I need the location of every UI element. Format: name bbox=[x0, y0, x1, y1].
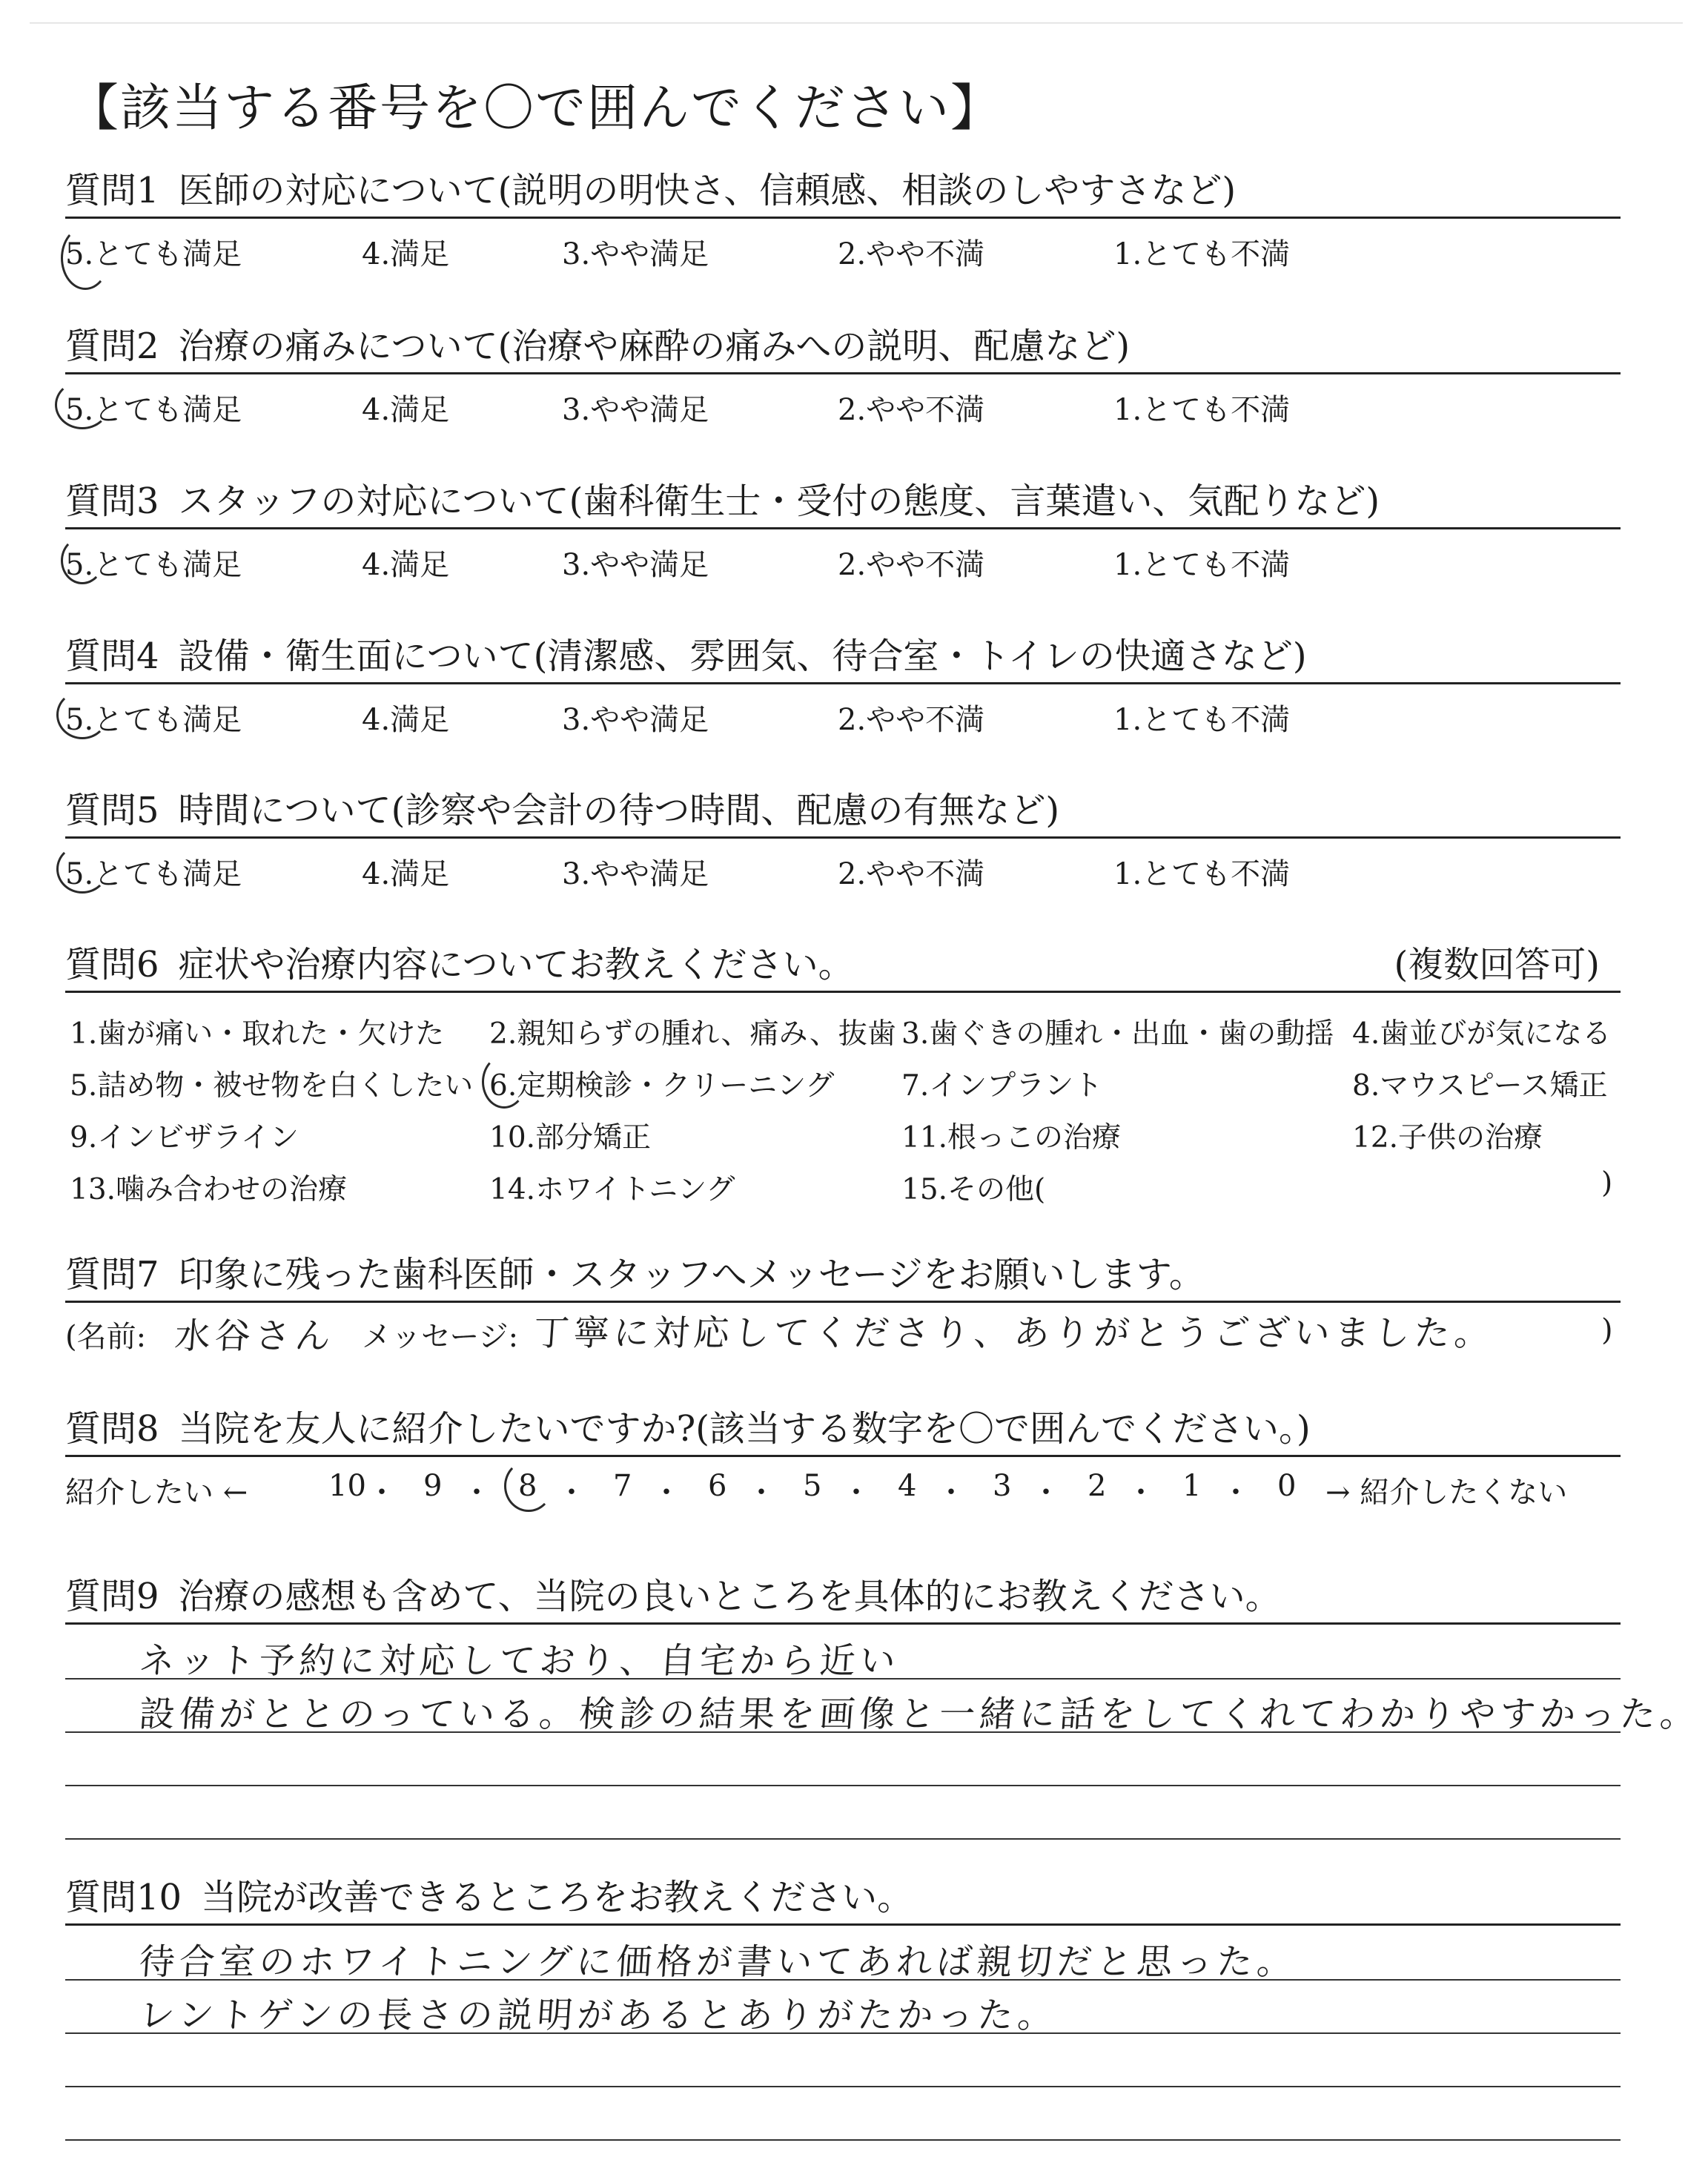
question-number: 質問2 bbox=[65, 326, 159, 367]
top-edge-rule bbox=[30, 22, 1683, 24]
question-number: 質問10 bbox=[65, 1877, 182, 1918]
answer-lines bbox=[65, 1926, 1621, 2148]
option-3[interactable]: 3.やや満足 bbox=[562, 703, 709, 737]
selected-circle-mark bbox=[56, 845, 108, 894]
answer-line bbox=[65, 1838, 1621, 1840]
scale-separator: ・ bbox=[652, 1476, 681, 1510]
scale-value-5[interactable]: 5 bbox=[803, 1469, 822, 1503]
option-2[interactable]: 2.やや不満 bbox=[838, 703, 985, 737]
handwritten-answer[interactable]: 設備がととのっている。検診の結果を画像と一緒に話をしてくれてわかりやすかった。 bbox=[137, 1694, 1702, 1735]
question-title: 時間について(診察や会計の待つ時間、配慮の有無など) bbox=[178, 790, 1060, 831]
question-10 bbox=[65, 1872, 1621, 2148]
option-4[interactable]: 4.満足 bbox=[362, 237, 450, 271]
scale-separator: ・ bbox=[1221, 1476, 1251, 1510]
scale-value-2[interactable]: 2 bbox=[1088, 1469, 1107, 1503]
question-number: 質問4 bbox=[65, 635, 159, 677]
selected-circle-mark bbox=[482, 1055, 526, 1109]
scale-left-label: 紹介したい ← bbox=[65, 1476, 248, 1510]
answer-line bbox=[65, 1785, 1621, 1786]
option-4[interactable]: 4.満足 bbox=[362, 703, 450, 737]
option-1[interactable]: 1.とても不満 bbox=[1113, 857, 1291, 891]
option-1[interactable]: 1.とても不満 bbox=[1113, 548, 1291, 582]
scale-value-1[interactable]: 1 bbox=[1182, 1469, 1202, 1503]
option-5[interactable]: 5.とても満足 bbox=[65, 857, 242, 891]
scale-separator: ・ bbox=[1031, 1476, 1061, 1510]
question-title: 治療の痛みについて(治療や麻酔の痛みへの説明、配慮など) bbox=[178, 326, 1131, 367]
option-3[interactable]: 3.やや満足 bbox=[562, 857, 709, 891]
treatment-option[interactable]: 4.歯並びが気になる bbox=[1352, 1017, 1612, 1051]
scale-value-3[interactable]: 3 bbox=[993, 1469, 1012, 1503]
scale-value-10[interactable]: 10 bbox=[328, 1469, 366, 1503]
option-2[interactable]: 2.やや不満 bbox=[838, 237, 985, 271]
handwritten-answer[interactable]: レントゲンの長さの説明があるとありがたかった。 bbox=[137, 1995, 1059, 2036]
scale-value-8[interactable]: 8 bbox=[518, 1469, 537, 1503]
scale-value-0[interactable]: 0 bbox=[1277, 1469, 1297, 1503]
selected-circle-mark bbox=[61, 226, 110, 290]
name-label: (名前: bbox=[65, 1320, 147, 1354]
option-1[interactable]: 1.とても不満 bbox=[1113, 237, 1291, 271]
question-4 bbox=[65, 630, 1621, 737]
question-title: 当院が改善できるところをお教えください。 bbox=[201, 1877, 913, 1918]
treatment-option[interactable]: 9.インビザライン bbox=[70, 1121, 299, 1155]
handwritten-answer[interactable]: 待合室のホワイトニングに価格が書いてあれば親切だと思った。 bbox=[137, 1941, 1299, 1983]
question-number: 質問9 bbox=[65, 1576, 159, 1617]
treatment-option[interactable]: 8.マウスピース矯正 bbox=[1352, 1069, 1608, 1103]
message-label: メッセージ: bbox=[362, 1320, 519, 1354]
scale-separator: ・ bbox=[841, 1476, 871, 1510]
scale-separator: ・ bbox=[367, 1476, 397, 1510]
selected-circle-mark bbox=[61, 537, 104, 584]
question-title: 当院を友人に紹介したいですか?(該当する数字を〇で囲んでください。) bbox=[178, 1408, 1311, 1450]
question-8 bbox=[65, 1403, 1621, 1509]
scale-right-label: → 紹介したくない bbox=[1325, 1476, 1568, 1510]
question-1 bbox=[65, 165, 1621, 271]
question-number: 質問5 bbox=[65, 790, 159, 831]
message-value[interactable]: 丁寧に対応してくださり、ありがとうございました。 bbox=[532, 1312, 1496, 1354]
multiple-answer-hint: (複数回答可) bbox=[1394, 944, 1600, 985]
treatment-option[interactable]: 14.ホワイトニング bbox=[489, 1173, 735, 1206]
option-5[interactable]: 5.とても満足 bbox=[65, 548, 242, 582]
treatment-option[interactable]: 7.インプラント bbox=[901, 1069, 1103, 1103]
selected-circle-mark bbox=[55, 380, 110, 429]
option-1[interactable]: 1.とても不満 bbox=[1113, 393, 1291, 427]
option-5[interactable]: 5.とても満足 bbox=[65, 237, 242, 271]
question-7 bbox=[65, 1249, 1621, 1357]
question-9 bbox=[65, 1571, 1702, 1862]
question-number: 質問6 bbox=[65, 944, 159, 985]
scale-separator: ・ bbox=[557, 1476, 586, 1510]
name-value[interactable]: 水谷さん bbox=[173, 1315, 337, 1357]
treatment-option[interactable]: 2.親知らずの腫れ、痛み、抜歯 bbox=[489, 1017, 896, 1051]
question-number: 質問7 bbox=[65, 1254, 159, 1295]
scale-value-4[interactable]: 4 bbox=[898, 1469, 917, 1503]
question-title: 治療の感想も含めて、当院の良いところを具体的にお教えください。 bbox=[178, 1576, 1281, 1617]
scale-value-7[interactable]: 7 bbox=[613, 1469, 632, 1503]
answer-line bbox=[65, 2139, 1621, 2141]
question-title: 設備・衛生面について(清潔感、雰囲気、待合室・トイレの快適さなど) bbox=[178, 635, 1307, 677]
treatment-option[interactable]: 5.詰め物・被せ物を白くしたい bbox=[70, 1069, 474, 1103]
treatment-option[interactable]: 12.子供の治療 bbox=[1352, 1121, 1543, 1155]
question-6 bbox=[65, 939, 1621, 1215]
scale-separator: ・ bbox=[462, 1476, 491, 1510]
question-number: 質問8 bbox=[65, 1408, 159, 1450]
question-number: 質問1 bbox=[65, 170, 159, 211]
treatment-option[interactable]: 15.その他( bbox=[901, 1173, 1046, 1206]
scale-separator: ・ bbox=[1126, 1476, 1156, 1510]
question-title: 医師の対応について(説明の明快さ、信頼感、相談のしやすさなど) bbox=[178, 170, 1237, 211]
question-5 bbox=[65, 785, 1621, 891]
question-number: 質問3 bbox=[65, 480, 159, 522]
question-title: 印象に残った歯科医師・スタッフへメッセージをお願いします。 bbox=[178, 1254, 1205, 1295]
question-3 bbox=[65, 475, 1621, 582]
option-2[interactable]: 2.やや不満 bbox=[838, 548, 985, 582]
scale-separator: ・ bbox=[936, 1476, 966, 1510]
option-5[interactable]: 5.とても満足 bbox=[65, 393, 242, 427]
option-3[interactable]: 3.やや満足 bbox=[562, 548, 709, 582]
scale-value-6[interactable]: 6 bbox=[708, 1469, 727, 1503]
option-2[interactable]: 2.やや不満 bbox=[838, 393, 985, 427]
scale-value-9[interactable]: 9 bbox=[423, 1469, 443, 1503]
selected-circle-mark bbox=[56, 690, 108, 739]
answer-line bbox=[65, 2086, 1621, 2087]
treatment-option[interactable]: 13.噛み合わせの治療 bbox=[70, 1173, 348, 1206]
answer-lines bbox=[65, 1625, 1702, 1862]
option-4[interactable]: 4.満足 bbox=[362, 393, 450, 427]
option-5[interactable]: 5.とても満足 bbox=[65, 703, 242, 737]
option-2[interactable]: 2.やや不満 bbox=[838, 857, 985, 891]
other-close-paren: ) bbox=[1601, 1166, 1613, 1200]
question-2 bbox=[65, 320, 1621, 427]
scale-separator: ・ bbox=[747, 1476, 776, 1510]
treatment-option[interactable]: 1.歯が痛い・取れた・欠けた bbox=[70, 1017, 445, 1051]
option-3[interactable]: 3.やや満足 bbox=[562, 237, 709, 271]
handwritten-answer[interactable]: ネット予約に対応しており、自宅から近い bbox=[137, 1640, 901, 1682]
option-4[interactable]: 4.満足 bbox=[362, 857, 450, 891]
message-close-paren: ) bbox=[1601, 1313, 1613, 1347]
treatment-option[interactable]: 10.部分矯正 bbox=[489, 1121, 652, 1155]
option-1[interactable]: 1.とても不満 bbox=[1113, 703, 1291, 737]
question-title: 症状や治療内容についてお教えください。 bbox=[178, 944, 854, 985]
treatment-option[interactable]: 11.根っこの治療 bbox=[901, 1121, 1122, 1155]
page-header: 【該当する番号を〇で囲んでください】 bbox=[68, 79, 1003, 138]
option-4[interactable]: 4.満足 bbox=[362, 548, 450, 582]
option-3[interactable]: 3.やや満足 bbox=[562, 393, 709, 427]
treatment-option[interactable]: 3.歯ぐきの腫れ・出血・歯の動揺 bbox=[901, 1017, 1334, 1051]
treatment-option[interactable]: 6.定期検診・クリーニング bbox=[489, 1069, 835, 1103]
question-title: スタッフの対応について(歯科衛生士・受付の態度、言葉遣い、気配りなど) bbox=[178, 480, 1380, 522]
